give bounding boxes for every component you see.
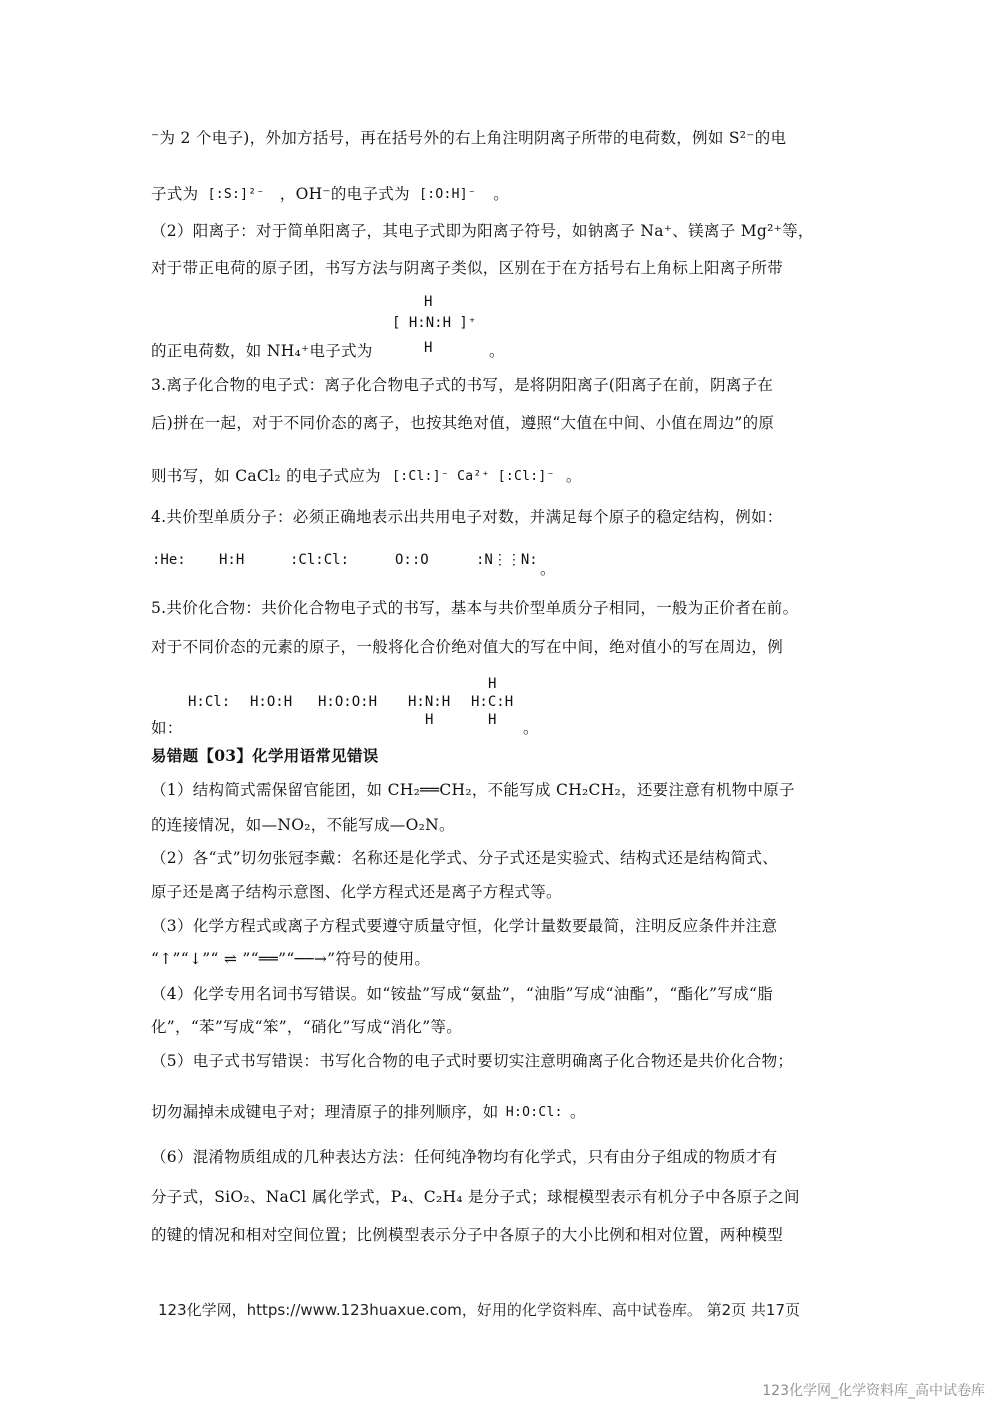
page-footer: 123化学网，https://www.123huaxue.com，好用的化学资料库、高中试卷库。 第2页 共17页	[158, 1301, 801, 1319]
text-line: 原子还是离子结构示意图、化学方程式还是离子方程式等。	[151, 883, 562, 901]
text-line: （2）各“式”切勿张冠李戴：名称还是化学式、分子式还是实验式、结构式还是结构简式、	[151, 849, 779, 867]
h2o-lewis-structure: H:O:H	[250, 694, 293, 710]
text-line: 的键的情况和相对空间位置；比例模型表示分子中各原子的大小比例和相对位置，两种模型	[151, 1226, 784, 1244]
h2o2-lewis-structure: H:O:O:H	[318, 694, 378, 710]
text-fragment: 。	[489, 342, 505, 360]
ch4-lewis-structure: H:C:H	[471, 694, 514, 710]
oh-lewis-structure: [:O:H]⁻	[419, 187, 476, 202]
text-line: （6）混淆物质组成的几种表达方法：任何纯净物均有化学式，只有由分子组成的物质才有	[151, 1148, 778, 1166]
text-fragment: 。	[493, 185, 510, 203]
s2-lewis-structure: [:S:]²⁻	[207, 187, 265, 202]
text-line: （4）化学专用名词书写错误。如“铵盐”写成“氨盐”，“油脂”写成“油酯”，“酯化”写成“脂	[151, 985, 774, 1003]
hocl-lewis-structure: H:O:Cl:	[505, 1105, 563, 1120]
text-line: 5.共价化合物：共价化合物电子式的书写，基本与共价型单质分子相同，一般为正价者在前。	[151, 599, 799, 617]
text-line: 的连接情况，如—NO₂，不能写成—O₂N。	[151, 816, 455, 834]
text-fragment: ，OH⁻的电子式为	[279, 185, 410, 203]
text-line: 对于带正电荷的原子团，书写方法与阴离子类似，区别在于在方括号右上角标上阳离子所带	[151, 259, 784, 277]
nh4-bottom-h: H	[424, 340, 433, 356]
text-line: 的正电荷数，如 NH₄⁺电子式为	[151, 342, 373, 360]
text-line: 如：	[151, 719, 183, 737]
text-line: “↑”“↓”“ ⇌ ”“══”“──→”符号的使用。	[151, 950, 431, 968]
text-line: 3.离子化合物的电子式：离子化合物电子式的书写，是将阴阳离子(阳离子在前，阴离子在	[151, 376, 774, 394]
text-fragment: 切勿漏掉未成键电子对；理清原子的排列顺序，如	[151, 1103, 499, 1121]
text-line: （2）阳离子：对于简单阳离子，其电子式即为阳离子符号，如钠离子 Na⁺、镁离子 Mg²⁺等，	[151, 222, 814, 240]
text-line: 对于不同价态的元素的原子，一般将化合价绝对值大的写在中间，绝对值小的写在周边，例	[151, 638, 784, 656]
text-line: （5）电子式书写错误：书写化合物的电子式时要切实注意明确离子化合物还是共价化合物；	[151, 1052, 794, 1070]
ch4-bottom-h: H	[488, 712, 497, 728]
text-fragment: 。	[540, 560, 556, 578]
text-line: 4.共价型单质分子：必须正确地表示出共用电子对数，并满足每个原子的稳定结构，例如：	[151, 508, 783, 526]
nh3-bottom-h: H	[425, 712, 434, 728]
text-fragment: 。	[565, 467, 582, 485]
nh4-top-h: H	[424, 294, 433, 310]
nh4-lewis-structure: [ H:N:H ]⁺	[392, 315, 477, 331]
text-fragment: 。	[569, 1103, 586, 1121]
n2-lewis-structure: :N⋮⋮N:	[476, 552, 538, 568]
watermark: 123化学网_化学资料库_高中试卷库	[762, 1383, 985, 1399]
text-line: 化”，“苯”写成“笨”，“硝化”写成“消化”等。	[151, 1018, 463, 1036]
text-line	[151, 465, 582, 488]
hcl-lewis-structure: H:Cl:	[188, 694, 231, 710]
section-heading: 易错题【03】化学用语常见错误	[151, 746, 379, 765]
text-line: （3）化学方程式或离子方程式要遵守质量守恒，化学计量数要最简，注明反应条件并注意	[151, 917, 778, 935]
h2-lewis-structure: H:H	[219, 552, 245, 568]
cl2-lewis-structure: :Cl:Cl:	[290, 552, 350, 568]
text-line	[151, 1101, 586, 1124]
text-line: （1）结构简式需保留官能团，如 CH₂══CH₂，不能写成 CH₂CH₂，还要注意有机物中原子	[151, 781, 795, 799]
text-fragment: 。	[523, 719, 539, 737]
he-lewis-structure: :He:	[152, 552, 186, 568]
nh3-lewis-structure: H:N:H	[408, 694, 451, 710]
o2-lewis-structure: O::O	[395, 552, 429, 568]
cacl2-lewis-structure: [:Cl:]⁻ Ca²⁺ [:Cl:]⁻	[392, 469, 555, 484]
text-line: ⁻为 2 个电子)，外加方括号，再在括号外的右上角注明阴离子所带的电荷数，例如 S²⁻的电	[151, 129, 787, 147]
ch4-top-h: H	[488, 676, 497, 692]
text-fragment: 子式为	[151, 185, 199, 203]
text-line: 后)拼在一起，对于不同价态的离子，也按其绝对值，遵照“大值在中间、小值在周边”的原	[151, 414, 775, 432]
text-line	[151, 183, 509, 206]
text-line: 分子式，SiO₂、NaCl 属化学式，P₄、C₂H₄ 是分子式；球棍模型表示有机分子中各原子之间	[151, 1188, 800, 1206]
text-fragment: 则书写，如 CaCl₂ 的电子式应为	[151, 467, 381, 485]
